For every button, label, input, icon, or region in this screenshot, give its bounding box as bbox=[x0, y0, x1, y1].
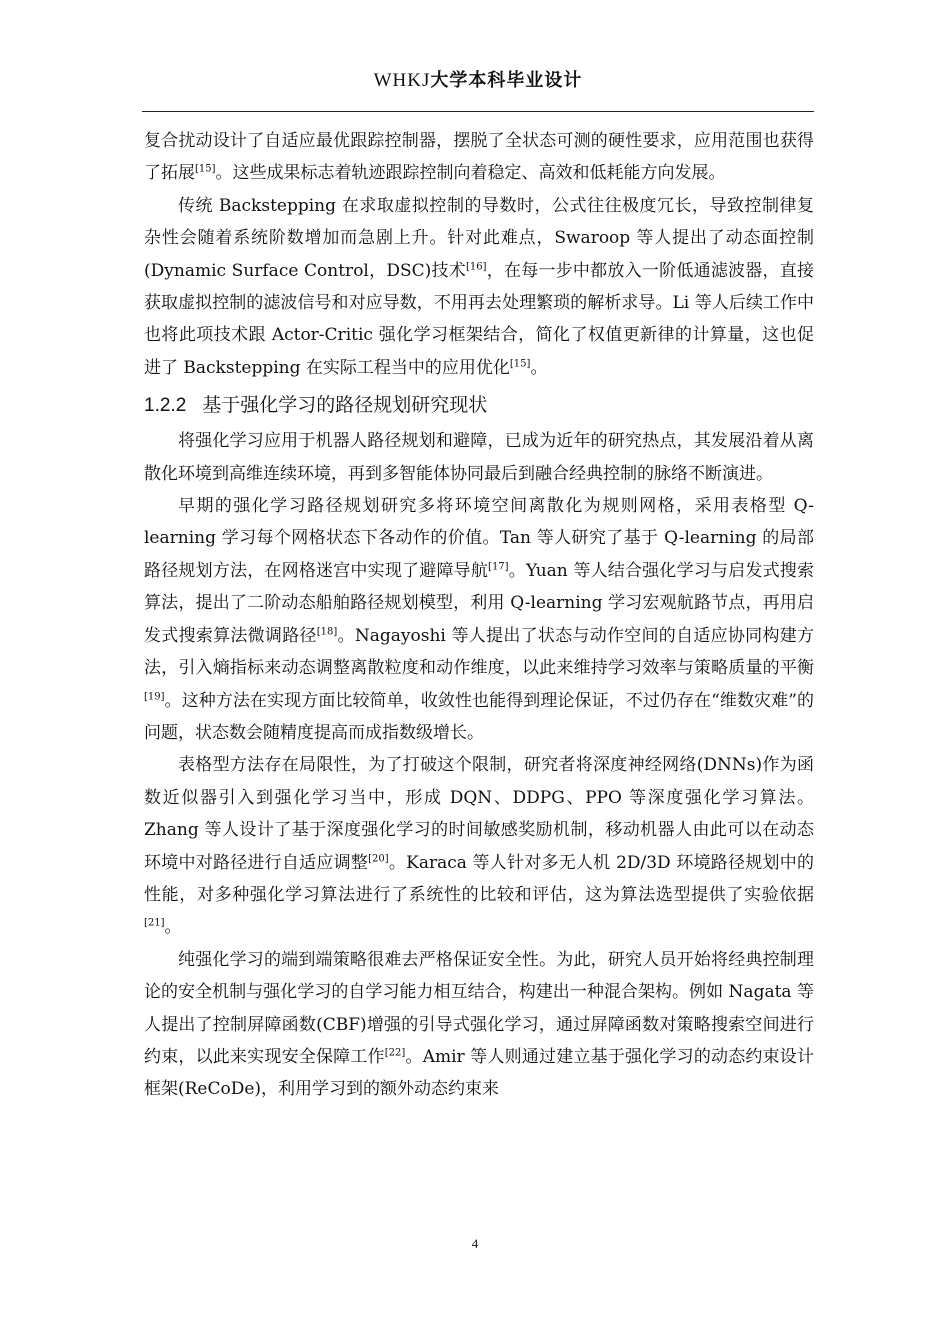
paragraph-text: 表格型方法存在局限性，为了打破这个限制，研究者将深度神经网络(DNNs)作为函数近似器引入到强化学习当中，形成 DQN、DDPG、PPO 等深度强化学习算法。Zhang 等人设计了基于深度强化学习的时间敏感奖励机制，移动机器人由此可以在动态环境中对路径进行自适应调整 bbox=[144, 755, 814, 873]
paragraph bbox=[144, 190, 814, 384]
citation-ref: [19] bbox=[144, 690, 165, 702]
paragraph-text: 复合扰动设计了自适应最优跟踪控制器，摆脱了全状态可测的硬性要求，应用范围也获得了拓展 bbox=[144, 131, 814, 184]
paragraph-text: 。Yuan 等人结合强化学习与启发式搜索算法，提出了二阶动态船舶路径规划模型，利用 Q-learning 学习宏观航路节点，再用启发式搜索算法微调路径 bbox=[144, 560, 814, 646]
section-number: 1.2.2 bbox=[144, 395, 187, 417]
section-title: 基于强化学习的路径规划研究现状 bbox=[202, 394, 488, 417]
paragraph-text: 将强化学习应用于机器人路径规划和避障，已成为近年的研究热点，其发展沿着从离散化环境到高维连续环境，再到多智能体协同最后到融合经典控制的脉络不断演进。 bbox=[144, 431, 814, 484]
paragraph-text: 。 bbox=[530, 357, 548, 378]
paragraph-text: ，在每一步中都放入一阶低通滤波器，直接获取虚拟控制的滤波信号和对应导数，不用再去处理繁琐的解析求导。Li 等人后续工作中也将此项技术跟 Actor-Critic 强化学习框架结合，简化了权值更新律的计算量，这也促进了 Backstepping 在实际工程当中的应用优化 bbox=[144, 260, 814, 378]
page-body bbox=[144, 125, 814, 1106]
paragraph-text: 。 bbox=[164, 917, 182, 938]
header-rule bbox=[142, 111, 814, 112]
running-header bbox=[142, 66, 814, 110]
paragraph-text: 。Amir 等人则通过建立基于强化学习的动态约束设计框架(ReCoDe)，利用学习到的额外动态约束来 bbox=[144, 1046, 814, 1100]
paragraph bbox=[144, 749, 814, 943]
paragraph-text: 早期的强化学习路径规划研究多将环境空间离散化为规则网格，采用表格型 Q-learning 学习每个网格状态下各动作的价值。Tan 等人研究了基于 Q-learning 的局部路径规划方法，在网格迷宫中实现了避障导航 bbox=[144, 496, 814, 581]
section-body-paragraphs bbox=[144, 425, 814, 1106]
citation-ref: [18] bbox=[316, 626, 338, 638]
citation-ref: [17] bbox=[488, 561, 509, 573]
citation-ref: [20] bbox=[368, 852, 389, 864]
paragraph-text: 。Nagayoshi 等人提出了状态与动作空间的自适应协同构建方法，引入熵指标来动态调整离散粒度和动作维度，以此来维持学习效率与策略质量的平衡 bbox=[144, 625, 815, 679]
section-intro-paragraphs bbox=[144, 125, 814, 384]
citation-ref: [22] bbox=[384, 1047, 406, 1059]
citation-ref: [16] bbox=[465, 260, 487, 272]
paragraph bbox=[144, 944, 814, 1106]
citation-ref: [15] bbox=[509, 358, 531, 370]
citation-ref: [21] bbox=[144, 917, 165, 929]
paragraph bbox=[144, 425, 814, 490]
paragraph bbox=[144, 490, 814, 749]
citation-ref: [15] bbox=[195, 163, 216, 175]
paragraph-text: 纯强化学习的端到端策略很难去严格保证安全性。为此，研究人员开始将经典控制理论的安全机制与强化学习的自学习能力相互结合，构建出一种混合架构。例如 Nagata 等人提出了控制屏障函数(CBF)增强的引导式强化学习，通过屏障函数对策略搜索空间进行约束，以此来实现安全保障工作 bbox=[144, 949, 814, 1067]
paragraph-text: 。这些成果标志着轨迹跟踪控制向着稳定、高效和低耗能方向发展。 bbox=[215, 163, 726, 184]
paragraph bbox=[144, 125, 814, 190]
paragraph-text: 。这种方法在实现方面比较简单，收敛性也能得到理论保证，不过仍存在“维数灾难”的问题，状态数会随精度提高而成指数级增长。 bbox=[144, 690, 814, 743]
page-number: 4 bbox=[471, 1236, 479, 1251]
paragraph-text: 传统 Backstepping 在求取虚拟控制的导数时，公式往往极度冗长，导致控制律复杂性会随着系统阶数增加而急剧上升。针对此难点，Swaroop 等人提出了动态面控制(Dynamic Surface Control，DSC)技术 bbox=[144, 195, 814, 281]
header-title: 大学本科毕业设计 bbox=[430, 70, 583, 91]
paragraph-text: 。Karaca 等人针对多无人机 2D/3D 环境路径规划中的性能，对多种强化学习算法进行了系统性的比较和评估，这为算法选型提供了实验依据 bbox=[144, 852, 814, 905]
section-heading bbox=[144, 388, 814, 423]
header-latin: WHKJ bbox=[373, 70, 431, 91]
